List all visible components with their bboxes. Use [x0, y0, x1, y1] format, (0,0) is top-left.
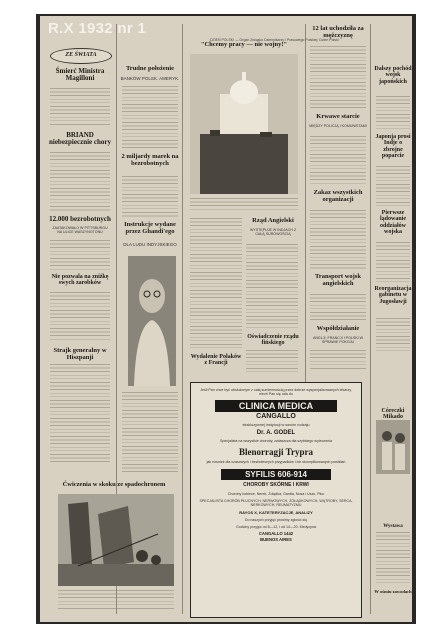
headline: BRIAND niebezpiecznie chory: [48, 131, 111, 147]
headline: Transport wojsk angielskich: [315, 273, 361, 287]
headline: Japonja prosi Indje o zbrojne poparcie: [375, 134, 411, 159]
ad-city: BUENOS AIRES: [260, 537, 292, 542]
capitol-photo: [190, 54, 298, 194]
article-text: [376, 242, 410, 282]
article-text: [50, 88, 110, 126]
article-text: [50, 152, 110, 212]
headline: Oświadczenie rządu fińskiego: [247, 334, 299, 347]
ad-hours: Godziny przyjęć od 8—12, i od 14—20. Medycyna: [236, 525, 316, 529]
headline: W ośmiu zawodach: [374, 589, 412, 594]
headline: Strajk generalny w Hiszpanji: [53, 347, 107, 361]
ad-line: Do naszych przyjęć prosimy zgłosić się: [244, 518, 308, 522]
masthead-strip: DZIEŃ POLSKI — Organ Związku Dziennikarzy i Prasowego Polskiej. Dzień Polski: [210, 38, 339, 42]
article-text: [376, 166, 410, 206]
article-text: [122, 86, 178, 148]
headline: Instrukcje wydane przez Ghandi'ego: [124, 221, 176, 235]
article-text: [50, 240, 110, 270]
ad-disease: Blenorragji Trypra: [239, 447, 313, 457]
column-5: [374, 16, 412, 622]
ad-line: Choroby kobiece, Nerek, Żołądka, Gardła, Nosa i Uszu, Płuc: [227, 492, 325, 496]
photo-caption-text: [190, 198, 298, 212]
headline: 12.000 bezrobotnych: [49, 215, 111, 223]
subheadline: DLA LUDU INDYJSKIEGO: [123, 242, 177, 247]
headline: Trudne położenie: [125, 65, 175, 72]
ad-line: RAYOS X, KATETERYZACJE, ANALIZY: [239, 510, 313, 515]
headline: Krwawe starcie: [316, 113, 360, 120]
ad-line: ekskluzywnej instytucji w swoim rodzaju: [242, 423, 310, 427]
article-text: [310, 136, 366, 186]
ad-syphilis: SYFILIS 606-914: [221, 469, 331, 480]
headline: Współdziałanie: [316, 325, 360, 332]
article-text: [246, 350, 298, 372]
article-text: [122, 392, 178, 472]
photo-caption: Ćwiczenia w skoku ze spadochronem: [62, 481, 166, 488]
article-text: [310, 46, 366, 110]
column-rule: [182, 24, 183, 614]
subheadline: ZAATAKOWAŁO W PITTSBURGU NA ULICE WASZYNGTONU: [52, 226, 108, 234]
ad-line: Specjalista na wszystkie choroby, zwłaszcza dla szybkiego wyleczenia: [220, 439, 332, 443]
headline: Rząd Angielski: [252, 217, 294, 224]
column-2: [120, 16, 180, 622]
ad-address: CANGALLO 1442: [258, 531, 294, 536]
article-text: [310, 294, 366, 322]
article-text: [310, 210, 366, 270]
article-text: [310, 350, 366, 370]
headline: Córeczki Mikado: [381, 408, 405, 421]
subheadline: MIĘDZY POLICJĄ I KOMUNISTAMI: [309, 124, 367, 128]
ad-syphilis-sub: CHOROBY SKÓRNE I KRWI: [243, 482, 309, 488]
ad-brand-sub: CANGALLO: [256, 413, 296, 420]
ad-doctor: Dr. A. GODEL: [256, 430, 296, 436]
article-text: [50, 292, 110, 342]
mikado-daughters-photo: [376, 420, 410, 474]
headline: 12 lat uchodziła za mężczyznę: [312, 25, 364, 39]
ad-brand: CLINICA MEDICA: [215, 400, 337, 412]
clinica-medica-ad: [190, 382, 362, 618]
subheadline: BANKÓW POLSK. AMERYK.: [120, 76, 180, 81]
headline: Pierwsze lądowanie oddziałów wojska: [379, 210, 406, 235]
archive-mark: R.X 1932 nr 1: [48, 20, 147, 37]
headline: Wydalenie Polaków z Francji: [190, 354, 242, 367]
headline: Reorganizacja gabinetu w Jugosławji: [374, 286, 412, 305]
headline: Zakaz wszystkich organizacji: [313, 189, 363, 203]
ad-line: jak również dla czasowych i bezbolesnych przypadków i ich skomplikowanych powikłań: [206, 460, 346, 464]
section-logo: [50, 48, 112, 64]
ad-line: SPECJALISTA CHORÓB PŁUCNYCH, NERWOWYCH, ŻOŁĄDKOWYCH, WĄTROBY, SERCA, NERKOWYCH, REUMATYZMU: [199, 499, 353, 507]
article-text: [50, 364, 110, 464]
subheadline: ANGLJI, FRANCJI I POLSKI W SPRAWIE POKOJU: [312, 336, 364, 344]
mikado-daughters-photo-graphic: [376, 420, 410, 474]
article-text: [122, 176, 178, 218]
gandhi-portrait-graphic: [128, 256, 176, 386]
article-text: [376, 318, 410, 354]
article-text: [190, 218, 242, 348]
headline: "Chcemy pracy — nie wojny!": [200, 41, 288, 48]
newspaper-page: [40, 16, 412, 622]
headline: 2 miljardy marek na bezrobotnych: [121, 153, 179, 167]
headline: Dalszy pochód wojsk japońskich: [374, 66, 412, 85]
subheadline: WYSTĘPUJE W INDJACH Z CAŁĄ SUROWOŚCIĄ: [249, 228, 297, 236]
ad-intro: Jeśli Pan chce być obsłużonym z całą sumiennością przez dobrze wyspecjalizowanych lekarzy, niech Pan się uda do: [200, 388, 352, 396]
headline: Wystawa: [383, 524, 403, 529]
capitol-photo-graphic: [190, 54, 298, 194]
column-rule: [370, 24, 371, 614]
headline: Nie pozwala na zniżkę swych zarobków: [51, 274, 109, 287]
article-text: [246, 244, 298, 328]
article-text: [376, 96, 410, 130]
headline: Śmierć Ministra Magilloni: [55, 67, 105, 83]
article-text: [376, 532, 410, 586]
section-logo-text: ZE ŚWIATA: [65, 52, 97, 58]
gandhi-portrait: [128, 256, 176, 386]
